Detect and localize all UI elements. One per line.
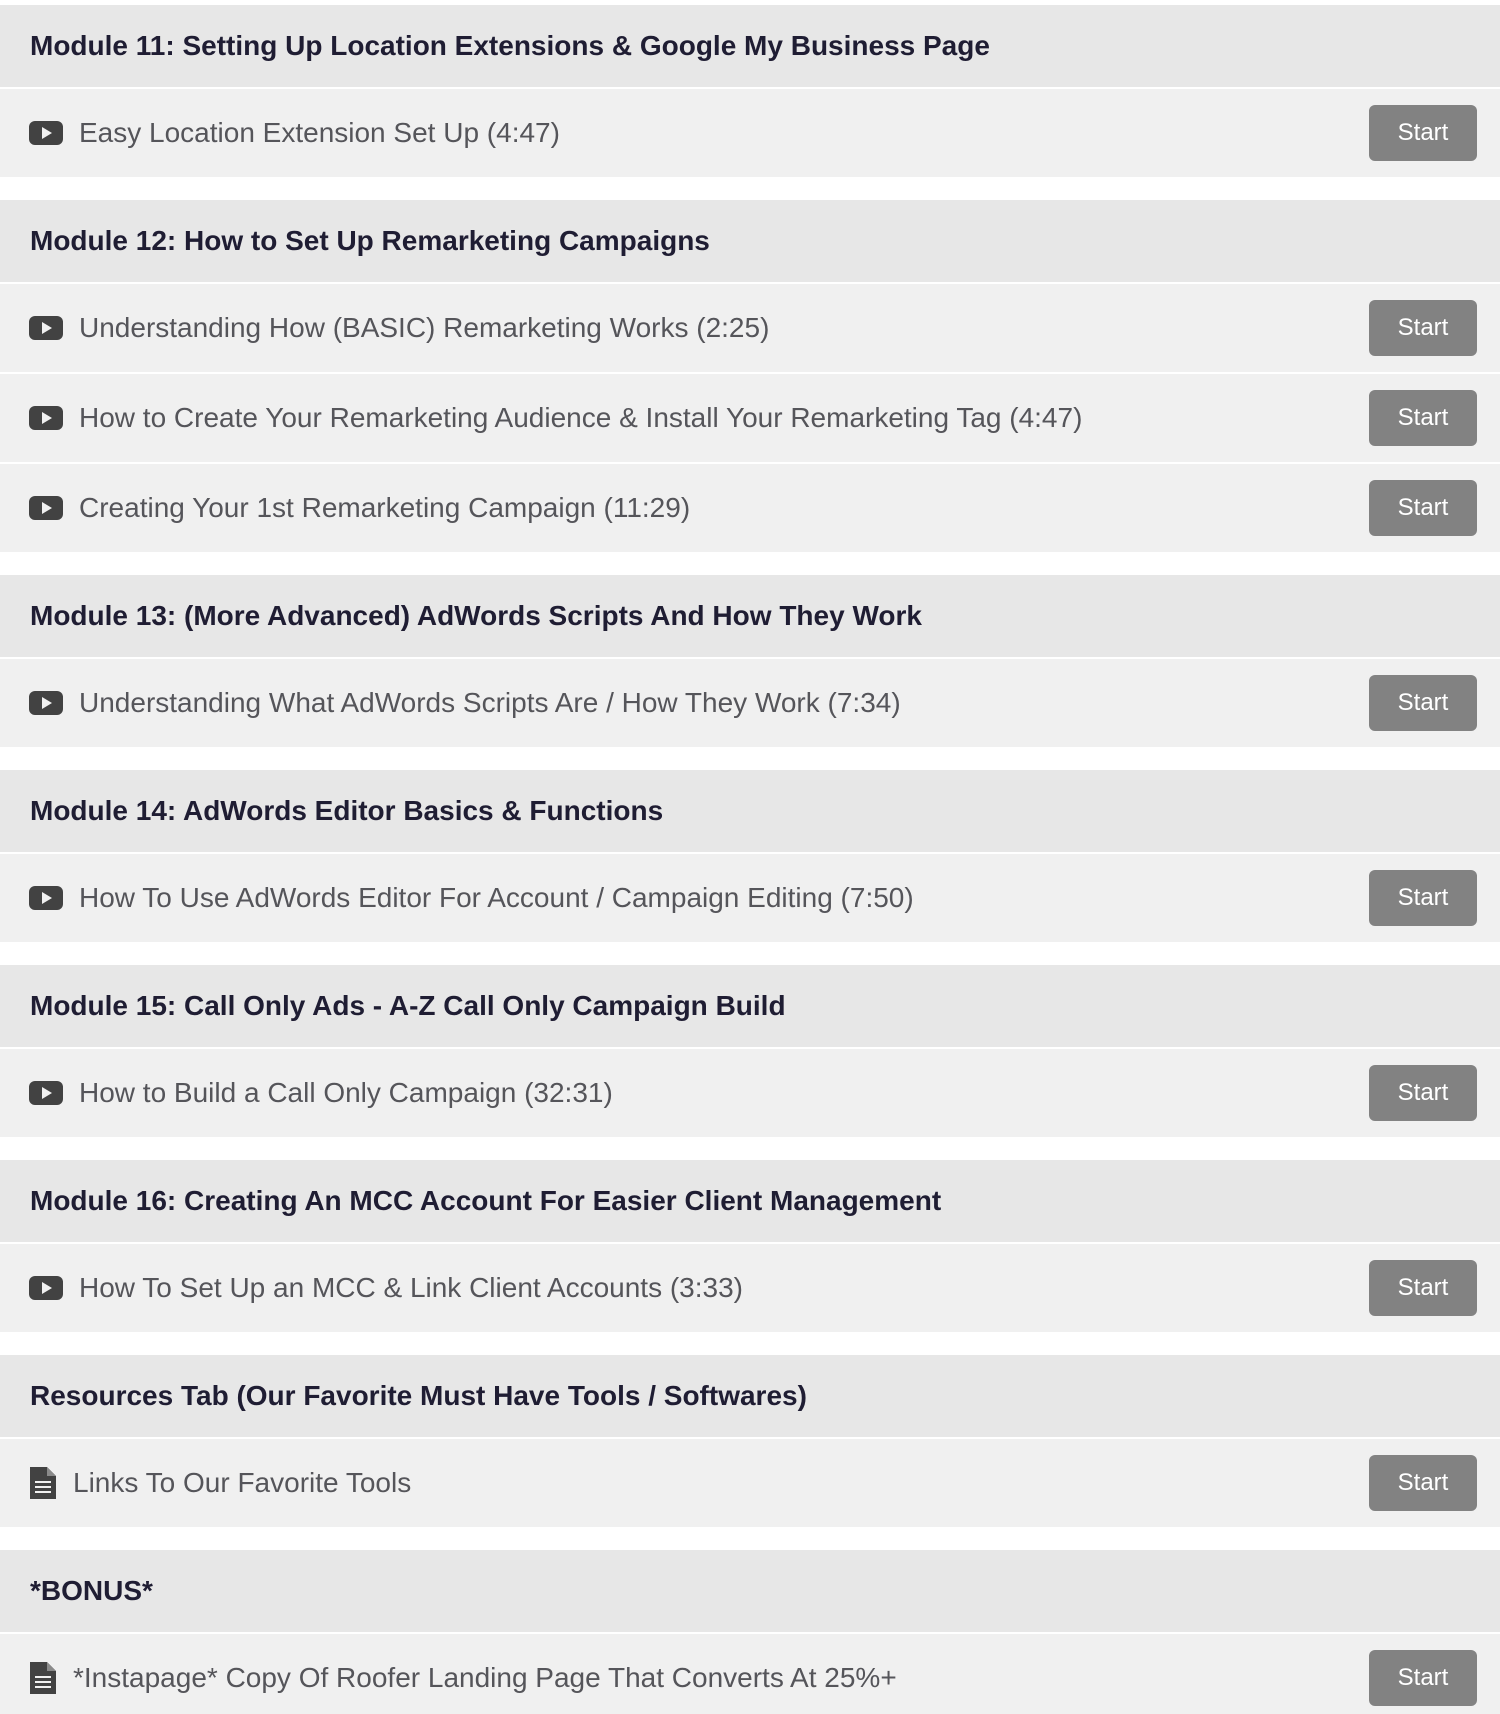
module-title: Module 13: (More Advanced) AdWords Scripts And How They Work — [0, 575, 1500, 657]
start-button[interactable]: Start — [1369, 1650, 1477, 1706]
lesson-row[interactable] — [0, 1634, 1500, 1714]
lesson-row[interactable] — [0, 1439, 1500, 1527]
start-button[interactable]: Start — [1369, 1260, 1477, 1316]
lesson-title[interactable]: How To Use AdWords Editor For Account / Campaign Editing (7:50) — [79, 882, 914, 913]
lesson-row[interactable] — [0, 1049, 1500, 1137]
lesson-row[interactable] — [0, 374, 1500, 462]
module-title: Module 15: Call Only Ads - A-Z Call Only Campaign Build — [0, 965, 1500, 1047]
video-icon — [29, 311, 63, 345]
module-title: Module 16: Creating An MCC Account For Easier Client Management — [0, 1160, 1500, 1242]
lesson-row[interactable] — [0, 464, 1500, 552]
start-button[interactable]: Start — [1369, 390, 1477, 446]
video-icon — [29, 686, 63, 720]
lesson-title[interactable]: Understanding How (BASIC) Remarketing Works (2:25) — [79, 312, 770, 343]
lesson-row[interactable] — [0, 89, 1500, 177]
start-button[interactable]: Start — [1369, 1065, 1477, 1121]
lesson-title[interactable]: How to Create Your Remarketing Audience & Install Your Remarketing Tag (4:47) — [79, 402, 1083, 433]
start-button[interactable]: Start — [1369, 1455, 1477, 1511]
module-section — [0, 1160, 1500, 1332]
module-section — [0, 575, 1500, 747]
video-icon — [29, 881, 63, 915]
lesson-title[interactable]: Creating Your 1st Remarketing Campaign (11:29) — [79, 492, 691, 523]
module-section — [0, 5, 1500, 177]
lesson-title[interactable]: How to Build a Call Only Campaign (32:31) — [79, 1077, 613, 1108]
lesson-title[interactable]: Understanding What AdWords Scripts Are / How They Work (7:34) — [79, 687, 901, 718]
module-title: Module 12: How to Set Up Remarketing Campaigns — [0, 200, 1500, 282]
video-icon — [29, 1076, 63, 1110]
lesson-title[interactable]: *Instapage* Copy Of Roofer Landing Page That Converts At 25%+ — [73, 1662, 897, 1693]
document-icon — [29, 1661, 57, 1695]
video-icon — [29, 116, 63, 150]
start-button[interactable]: Start — [1369, 300, 1477, 356]
start-button[interactable]: Start — [1369, 870, 1477, 926]
lesson-row[interactable] — [0, 659, 1500, 747]
start-button[interactable]: Start — [1369, 675, 1477, 731]
module-section — [0, 965, 1500, 1137]
module-title: Module 14: AdWords Editor Basics & Functions — [0, 770, 1500, 852]
lesson-row[interactable] — [0, 1244, 1500, 1332]
video-icon — [29, 401, 63, 435]
module-section — [0, 200, 1500, 552]
video-icon — [29, 491, 63, 525]
module-section — [0, 1550, 1500, 1714]
module-section — [0, 1355, 1500, 1527]
module-title: *BONUS* — [0, 1550, 1500, 1632]
module-section — [0, 770, 1500, 942]
module-title: Module 11: Setting Up Location Extensions & Google My Business Page — [0, 5, 1500, 87]
lesson-title[interactable]: Easy Location Extension Set Up (4:47) — [79, 117, 560, 148]
module-title: Resources Tab (Our Favorite Must Have Tools / Softwares) — [0, 1355, 1500, 1437]
video-icon — [29, 1271, 63, 1305]
start-button[interactable]: Start — [1369, 105, 1477, 161]
document-icon — [29, 1466, 57, 1500]
lesson-title[interactable]: Links To Our Favorite Tools — [73, 1467, 412, 1498]
lesson-title[interactable]: How To Set Up an MCC & Link Client Accounts (3:33) — [79, 1272, 744, 1303]
start-button[interactable]: Start — [1369, 480, 1477, 536]
lesson-row[interactable] — [0, 854, 1500, 942]
lesson-row[interactable] — [0, 284, 1500, 372]
